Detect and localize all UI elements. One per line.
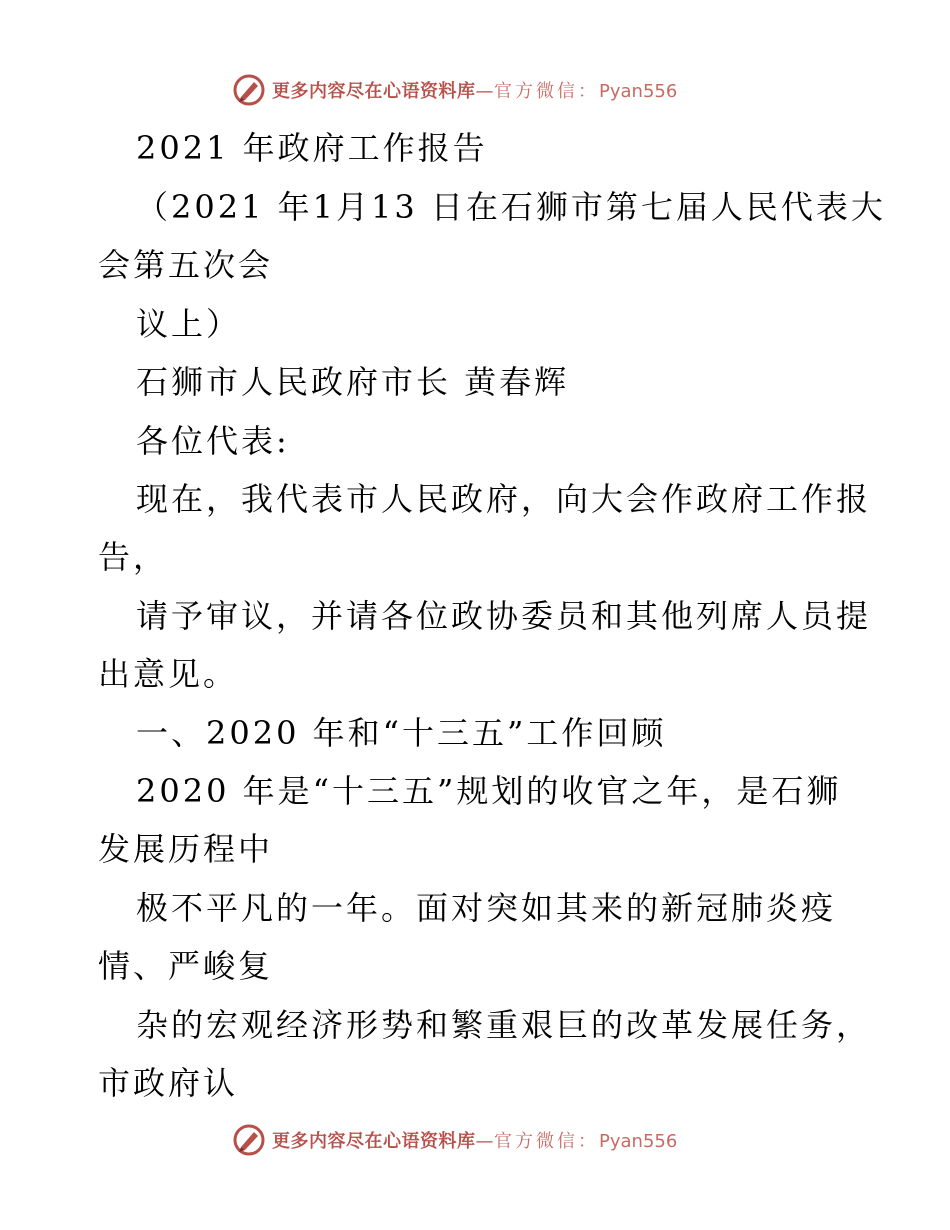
body-line: 告， xyxy=(98,538,169,576)
body-line: 市政府认 xyxy=(98,1064,239,1102)
banner-separator: — xyxy=(475,81,494,102)
body-line: 2020 年是“十三五”规划的收官之年，是石狮 xyxy=(136,772,842,810)
body-line: 石狮市人民政府市长 黄春辉 xyxy=(136,363,570,401)
banner-wechat-label: 官方微信： xyxy=(494,81,599,102)
pen-logo-icon xyxy=(232,1123,266,1157)
body-line: 极不平凡的一年。面对突如其来的新冠肺炎疫 xyxy=(136,889,837,927)
body-line: 会第五次会 xyxy=(98,246,274,284)
banner-wechat-id: Pyan556 xyxy=(599,81,678,102)
header-watermark xyxy=(232,72,677,108)
body-line: 出意见。 xyxy=(98,655,239,693)
footer-watermark xyxy=(232,1122,677,1158)
body-line: （2021 年1月13 日在石狮市第七届人民代表大 xyxy=(136,188,886,226)
body-line: 发展历程中 xyxy=(98,830,274,868)
pen-logo-icon xyxy=(232,73,266,107)
report-title: 2021 年政府工作报告 xyxy=(136,129,488,167)
banner-main-text: 更多内容尽在心语资料库 xyxy=(272,1131,476,1152)
body-line: 情、严峻复 xyxy=(98,947,274,985)
body-line: 议上） xyxy=(136,305,242,343)
banner-wechat-label: 官方微信： xyxy=(494,1131,599,1152)
body-line: 各位代表: xyxy=(136,422,290,460)
body-line: 请予审议，并请各位政协委员和其他列席人员提 xyxy=(136,597,872,635)
body-line: 现在，我代表市人民政府，向大会作政府工作报 xyxy=(136,480,872,518)
banner-main-text: 更多内容尽在心语资料库 xyxy=(272,81,476,102)
body-line: 杂的宏观经济形势和繁重艰巨的改革发展任务， xyxy=(136,1006,872,1044)
section-heading: 一、2020 年和“十三五”工作回顾 xyxy=(136,714,667,752)
banner-wechat-id: Pyan556 xyxy=(599,1131,678,1152)
banner-separator: — xyxy=(475,1131,494,1152)
